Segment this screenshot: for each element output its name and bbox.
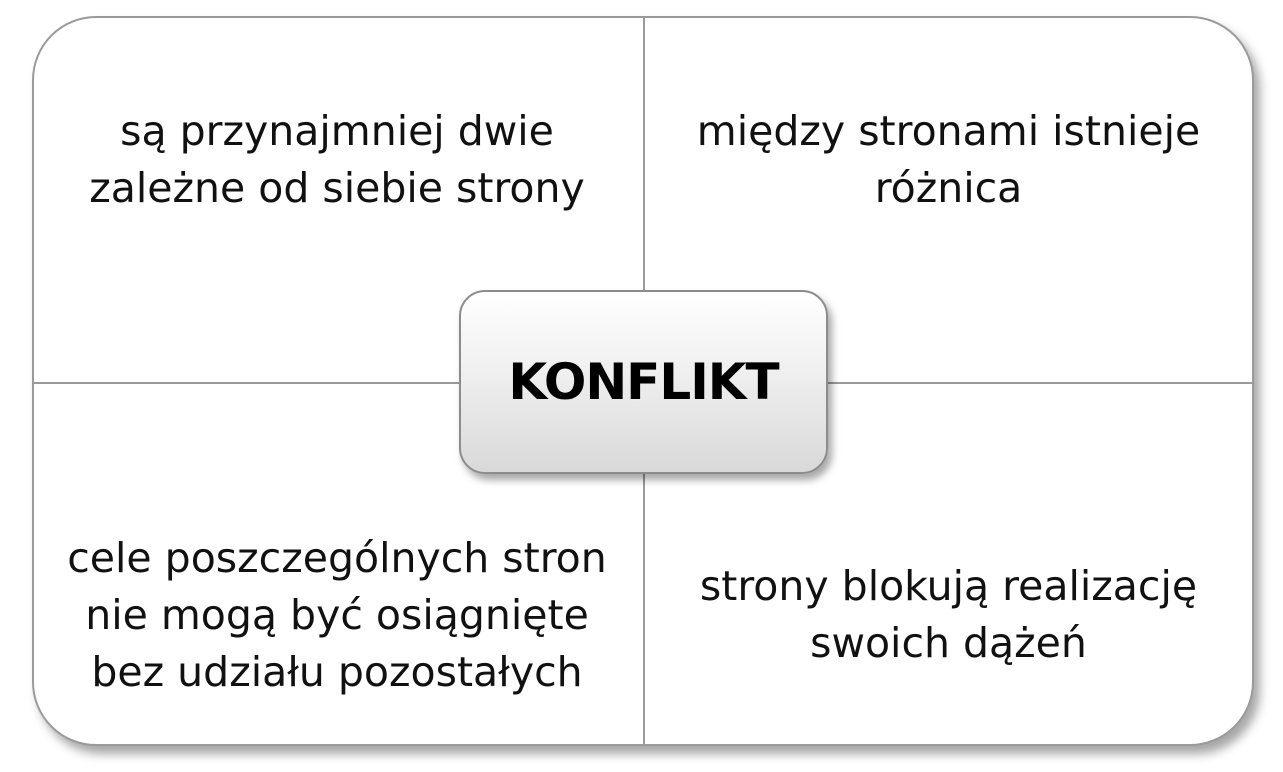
quadrant-top-right-text: między stronami istnieje różnica	[696, 107, 1201, 212]
quadrant-top-right	[643, 90, 1254, 230]
quadrant-bottom-right-text: strony blokują realizację swoich dążeń	[699, 562, 1198, 667]
quadrant-bottom-left	[32, 525, 642, 705]
quadrant-top-left-text: są przynajmniej dwie zależne od siebie strony	[89, 107, 585, 212]
center-node-label: KONFLIKT	[508, 353, 779, 411]
quadrant-top-left	[32, 90, 642, 230]
quadrant-bottom-right	[643, 555, 1254, 675]
quadrant-bottom-left-text: cele poszczególnych stron nie mogą być osiągnięte bez udziału pozostałych	[67, 533, 607, 696]
center-node	[459, 290, 828, 474]
